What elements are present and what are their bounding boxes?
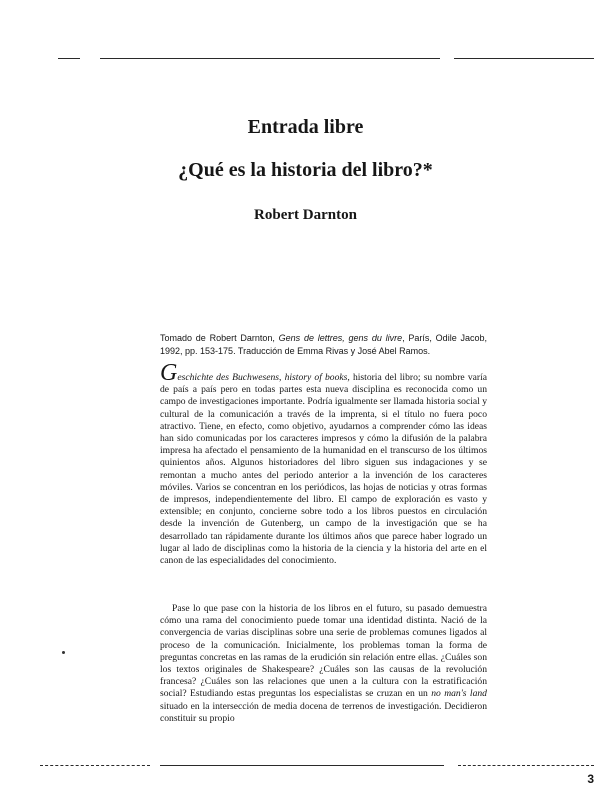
lead-term-german: eschichte des Buchwesens [177, 372, 280, 383]
top-rule-main [100, 58, 440, 59]
body-paragraph-2 [160, 603, 487, 725]
section-label: Entrada libre [247, 116, 364, 138]
drop-cap: G [160, 360, 178, 386]
margin-speck [62, 651, 65, 654]
paragraph-2-text-b: situado en la intersección de media docena de terrenos de investigación. Decidieron constituir su propio [160, 700, 487, 724]
lead-term-english: history of books [284, 372, 348, 383]
author-name: Robert Darnton [254, 207, 357, 223]
source-note [160, 332, 487, 357]
body-paragraph-1 [160, 360, 488, 567]
source-note-suffix: , París, Odile Jacob, 1992, pp. 153-175. Traducción de Emma Rivas y José Abel Ramos. [160, 333, 487, 356]
lead-separator: , [279, 372, 285, 383]
bottom-rule-main [160, 765, 444, 766]
top-rule-left [58, 58, 80, 59]
paragraph-2-text-a: Pase lo que pase con la historia de los libros en el futuro, su pasado demuestra cómo una rama del conocimiento puede tomar una identidad distinta. Nació de la convergencia de varias disciplinas sobre una serie de problemas comunes ligados al proceso de la comunicación. Inicialmente, los problemas toman la forma de preguntas concretas en las ramas de la erudición sin relación entre ellas. ¿Cuáles son los textos originales de Shakespeare? ¿Cuáles son las causas de la revolución francesa? ¿Cuáles son las relaciones que unen a la cultura con la estratificación social? Estudiando estas preguntas los especialistas se cruzan en un [160, 603, 487, 700]
bottom-rule-right [458, 765, 594, 766]
source-note-prefix: Tomado de Robert Darnton, [160, 333, 279, 343]
source-note-work: Gens de lettres, gens du livre [278, 333, 403, 343]
article-title: ¿Qué es la historia del libro?* [178, 159, 433, 181]
paragraph-2-italic: no man's land [431, 688, 487, 700]
top-rule-right [454, 58, 594, 59]
bottom-rule-left [40, 765, 150, 766]
page-number: 3 [587, 772, 594, 786]
paragraph-1-text: , historia del libro; su nombre varía de país a país pero en todas partes esta nueva disciplina es reconocida como un campo de investigaciones importante. Podría igualmente ser llamada historia social y cultural de la comunicación a través de la imprenta, si el título no fuera poco atractivo. Tiene, en efecto, como objetivo, ayudarnos a comprender cómo las ideas han sido comunicadas por los caracteres impresos y cómo la difusión de la palabra impresa ha afectado el pensamiento de la humanidad en el transcurso de los últimos quinientos años. Algunos historiadores del libro siguen sus indagaciones y se remontan a mucho antes del periodo anterior a la invención de los caracteres móviles. Varios se concentran en los periódicos, las hojas de noticias y otras formas de impresos, independientemente del libro. El campo de exploración es vasto y extensible; en conjunto, concierne sobre todo a los libros puestos en circulación desde la invención de Gutenberg, un campo de la investigación que se ha desarrollado tan rápidamente durante los últimos años que parece haber logrado un lugar al lado de disciplinas como la historia de la ciencia y la historia del arte en el canon de las especialidades del conocimiento. [160, 372, 488, 567]
